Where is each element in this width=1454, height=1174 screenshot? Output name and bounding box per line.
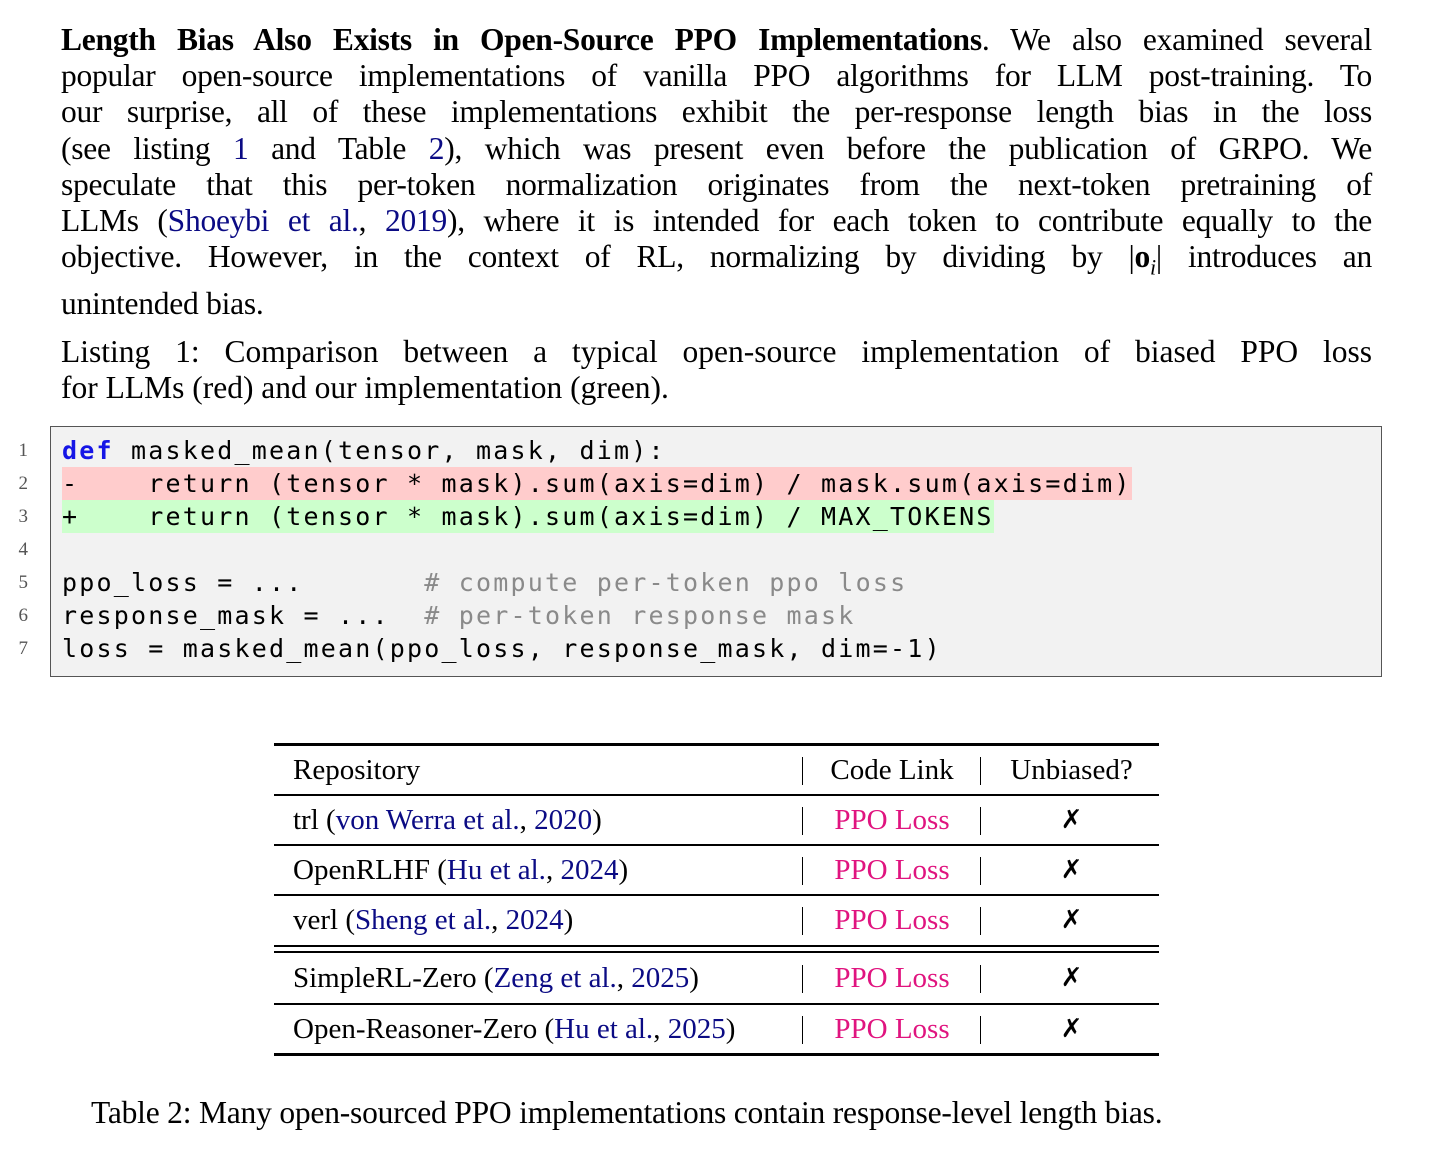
citation-year-link[interactable]: 2019	[384, 203, 447, 239]
math-o: o	[1134, 239, 1151, 275]
line-number: 4	[18, 539, 28, 560]
line-number: 6	[18, 605, 28, 626]
table-header-row	[274, 745, 1159, 795]
column-divider	[980, 907, 981, 935]
line-number: 7	[18, 638, 28, 659]
table-bottom-rule	[274, 1053, 1159, 1056]
paragraph-line: LLMs (Shoeybi et al., 2019), where it is intended for each token to contribute equally to the	[61, 203, 1372, 239]
cross-icon: ✗	[1060, 805, 1083, 835]
column-divider	[980, 1016, 981, 1044]
paragraph-heading: Length Bias Also Exists in Open-Source PPO Implementations	[61, 22, 982, 57]
paragraph-line: Length Bias Also Exists in Open-Source PPO Implementations. We also examined several	[61, 22, 1372, 57]
code-comment: # compute per-token ppo loss	[424, 568, 908, 597]
cross-icon: ✗	[1060, 855, 1083, 885]
code-line: ppo_loss = ... # compute per-token ppo loss	[62, 568, 908, 597]
citation-year-link[interactable]: 2025	[631, 962, 690, 994]
citation-link[interactable]: von Werra et al.	[335, 804, 520, 836]
cross-icon: ✗	[1060, 1014, 1083, 1044]
ppo-loss-link[interactable]: PPO Loss	[834, 1013, 950, 1045]
ppo-loss-link[interactable]: PPO Loss	[834, 854, 950, 886]
ppo-loss-link[interactable]: PPO Loss	[834, 804, 950, 836]
paragraph-line: (see listing 1 and Table 2), which was present even before the publication of GRPO. We	[61, 130, 1372, 166]
citation-year-link[interactable]: 2020	[534, 804, 593, 836]
table-caption: Table 2: Many open-sourced PPO implementations contain response-level length bias.	[91, 1095, 1163, 1130]
column-divider	[980, 857, 981, 885]
citation-year-link[interactable]: 2024	[560, 854, 619, 886]
keyword-def: def	[62, 436, 114, 465]
listing-caption: Listing 1: Comparison between a typical open-source implementation of biased PPO loss for LLMs (red) and our implementation (green).	[61, 334, 1372, 406]
body-paragraph	[61, 22, 1372, 322]
citation-link[interactable]: Hu et al.	[446, 854, 546, 886]
header-code-link: Code Link	[830, 754, 954, 786]
table-ref-link[interactable]: 2	[428, 130, 445, 166]
paragraph-line: popular open-source implementations of vanilla PPO algorithms for LLM post-training. To	[61, 58, 1372, 94]
listing-ref-link[interactable]: 1	[232, 130, 249, 166]
table-row: verl (Sheng et al., 2024) PPO Loss ✗	[274, 895, 1159, 945]
table-row: OpenRLHF (Hu et al., 2024) PPO Loss ✗	[274, 845, 1159, 895]
table-double-rule	[274, 945, 1159, 947]
code-comment: # per-token response mask	[424, 601, 856, 630]
code-line: def masked_mean(tensor, mask, dim):	[62, 436, 666, 465]
column-divider	[980, 757, 981, 785]
header-unbiased: Unbiased?	[1010, 754, 1133, 786]
paragraph-line: our surprise, all of these implementations exhibit the per-response length bias in the loss	[61, 94, 1372, 130]
table-row: SimpleRL-Zero (Zeng et al., 2025) PPO Loss ✗	[274, 953, 1159, 1003]
cross-icon: ✗	[1060, 905, 1083, 935]
table-row: trl (von Werra et al., 2020) PPO Loss ✗	[274, 795, 1159, 845]
line-number: 2	[18, 473, 28, 494]
citation-link[interactable]: Hu et al.	[554, 1013, 654, 1045]
citation-year-link[interactable]: 2025	[667, 1013, 726, 1045]
math-subscript-i: i	[1150, 254, 1156, 280]
line-number: 5	[18, 572, 28, 593]
ppo-loss-link[interactable]: PPO Loss	[834, 904, 950, 936]
line-number: 1	[18, 440, 28, 461]
paragraph-line: speculate that this per-token normalization originates from the next-token pretraining of	[61, 166, 1372, 202]
citation-link[interactable]: Zeng et al.	[493, 962, 617, 994]
code-line: response_mask = ... # per-token response mask	[62, 601, 856, 630]
column-divider	[980, 807, 981, 835]
citation-year-link[interactable]: 2024	[505, 904, 564, 936]
header-repository: Repository	[293, 754, 421, 786]
line-number: 3	[18, 506, 28, 527]
code-line: loss = masked_mean(ppo_loss, response_mask, dim=-1)	[62, 634, 942, 663]
paragraph-line: objective. However, in the context of RL, normalizing by dividing by $|o_i|$ introduces an	[61, 239, 1372, 280]
cross-icon: ✗	[1060, 963, 1083, 993]
table-row: Open-Reasoner-Zero (Hu et al., 2025) PPO Loss ✗	[274, 1004, 1159, 1054]
column-divider	[980, 965, 981, 993]
code-line-deleted: - return (tensor * mask).sum(axis=dim) / mask.sum(axis=dim)	[62, 469, 1132, 498]
ppo-loss-link[interactable]: PPO Loss	[834, 962, 950, 994]
paragraph-line: unintended bias.	[61, 285, 264, 321]
code-line-added: + return (tensor * mask).sum(axis=dim) / MAX_TOKENS	[62, 502, 994, 531]
citation-link[interactable]: Shoeybi et al.	[167, 203, 359, 239]
citation-link[interactable]: Sheng et al.	[355, 904, 492, 936]
